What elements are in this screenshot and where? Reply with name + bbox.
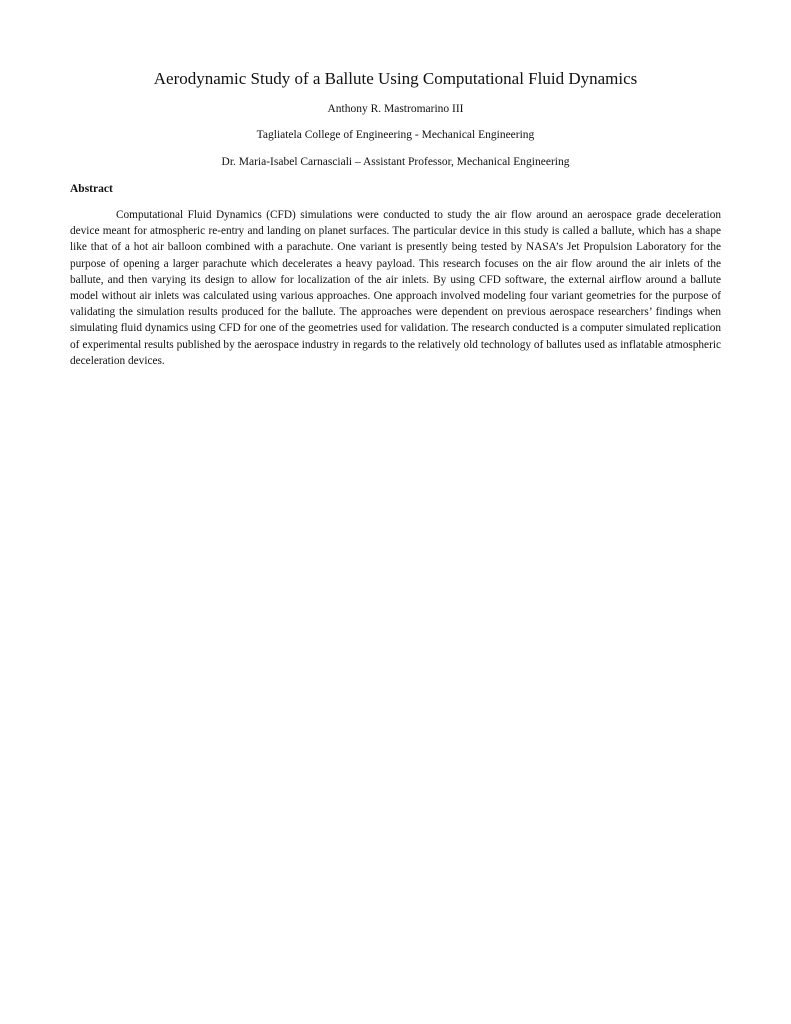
author-name: Anthony R. Mastromarino III (327, 103, 464, 115)
abstract-heading: Abstract (70, 183, 113, 195)
abstract-body: Computational Fluid Dynamics (CFD) simulations were conducted to study the air flow around an aerospace grade deceleration device meant for atmospheric re-entry and landing on planet surfaces. The particular device in this study is called a ballute, which has a shape like that of a hot air balloon combined with a parachute. One variant is presently being tested by NASA’s Jet Propulsion Laboratory for the purpose of opening a larger parachute which decelerates a heavy payload. This research focuses on the air flow around the air inlets of the ballute, and then varying its design to allow for localization of the air inlets. By using CFD software, the external airflow around a ballute model without air inlets was calculated using various approaches. One approach involved modeling four variant geometries for the purpose of validating the simulation results produced for the ballute. The approaches were dependent on previous aerospace researchers’ findings when simulating fluid dynamics using CFD for one of the geometries used for validation. The research conducted is a computer simulated replication of experimental results published by the aerospace industry in regards to the relatively old technology of ballutes used as inflatable atmospheric deceleration devices. (70, 209, 721, 367)
paper-title: Aerodynamic Study of a Ballute Using Computational Fluid Dynamics (153, 69, 638, 88)
advisor-line: Dr. Maria-Isabel Carnasciali – Assistant Professor, Mechanical Engineering (221, 156, 570, 168)
author-affiliation: Tagliatela College of Engineering - Mechanical Engineering (256, 129, 535, 141)
